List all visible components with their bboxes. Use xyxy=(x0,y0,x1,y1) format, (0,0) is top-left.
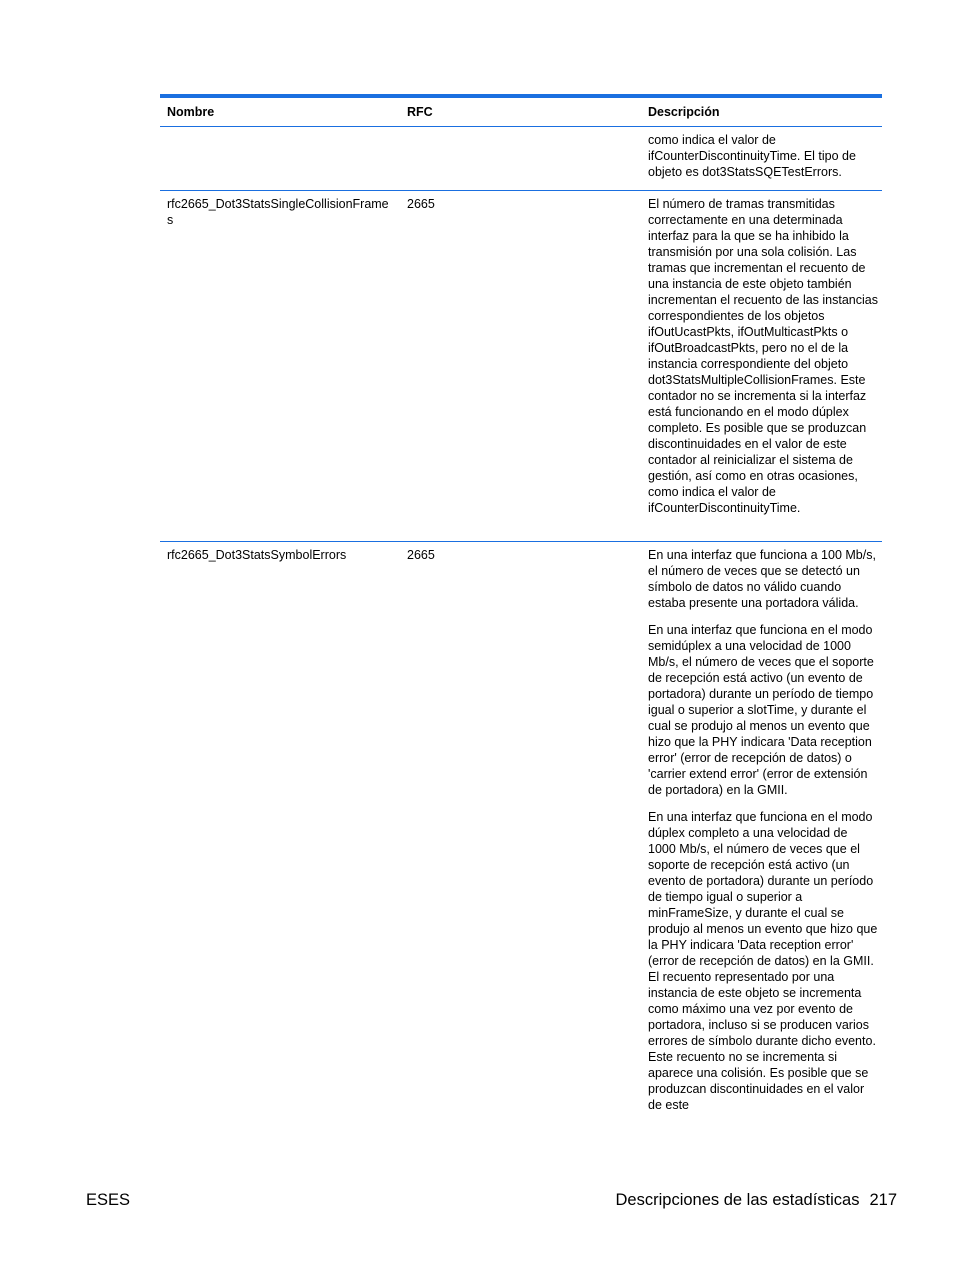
footer-section-title: Descripciones de las estadísticas xyxy=(615,1191,860,1209)
table-row xyxy=(160,191,882,542)
cell-rfc: 2665 xyxy=(407,548,435,562)
table-header xyxy=(160,94,882,127)
cell-description xyxy=(641,196,882,533)
description-paragraph: En una interfaz que funciona en el modo dúplex completo a una velocidad de 1000 Mb/s, el número de veces que el soporte de recepción está activo (un evento de portadora) durante un período de tiempo igual o superior a minFrameSize, y durante el cual se produjo al menos un evento que hizo que la PHY indicara 'Data reception error' (error de recepción de datos) en la GMII. El recuento representado por una instancia de este objeto se incrementa como máximo una vez por evento de portadora, incluso si se producen varios errores de símbolo durante dicho evento. Este recuento no se incrementa si aparece una colisión. Es posible que se produzcan discontinuidades en el valor de este xyxy=(648,810,878,1112)
cell-description xyxy=(641,132,882,182)
cell-rfc xyxy=(400,132,641,182)
table-row xyxy=(160,127,882,191)
footer-section xyxy=(616,1191,897,1210)
cell-rfc: 2665 xyxy=(407,197,435,211)
header-name: Nombre xyxy=(167,105,215,119)
header-rfc: RFC xyxy=(407,105,433,119)
page-number: 217 xyxy=(869,1191,897,1209)
description-paragraph: El número de tramas transmitidas correctamente en una determinada interfaz para la que se ha inhibido la transmisión por una sola colisión. Las tramas que incrementan el recuento de una instancia de este objeto también incrementan el recuento de las instancias correspondientes de los objetos ifOutUcastPkts, ifOutMulticastPkts o ifOutBroadcastPkts, pero no el de la instancia correspondiente del objeto dot3StatsMultipleCollisionFrames. Este contador no se incrementa si la interfaz está funcionando en el modo dúplex completo. Es posible que se produzcan discontinuidades en el valor de este contador al reinicializar el sistema de gestión, así como en otras ocasiones, como indica el valor de ifCounterDiscontinuityTime. xyxy=(648,197,878,515)
description-paragraph: En una interfaz que funciona en el modo semidúplex a una velocidad de 1000 Mb/s, el número de veces que el soporte de recepción está activo (un evento de portadora) durante un período de tiempo igual o superior a slotTime, y durante el cual se produjo al menos un evento que hizo que la PHY indicara 'Data reception error' (error de recepción de datos) o 'carrier extend error' (error de extensión de portadora) en la GMII. xyxy=(648,623,874,797)
statistics-table xyxy=(160,94,882,1121)
description-paragraph: En una interfaz que funciona a 100 Mb/s, el número de veces que se detectó un símbolo de datos no válido cuando estaba presente una portadora válida. xyxy=(648,548,876,610)
cell-name: rfc2665_Dot3StatsSymbolErrors xyxy=(167,548,347,562)
cell-name xyxy=(160,132,400,182)
cell-description xyxy=(641,547,882,1113)
table-row xyxy=(160,542,882,1121)
description-paragraph: como indica el valor de ifCounterDiscontinuityTime. El tipo de objeto es dot3StatsSQETestErrors. xyxy=(648,133,856,179)
header-description: Descripción xyxy=(648,105,720,119)
footer-language-code: ESES xyxy=(86,1191,131,1209)
cell-name: rfc2665_Dot3StatsSingleCollisionFrames xyxy=(167,197,389,227)
